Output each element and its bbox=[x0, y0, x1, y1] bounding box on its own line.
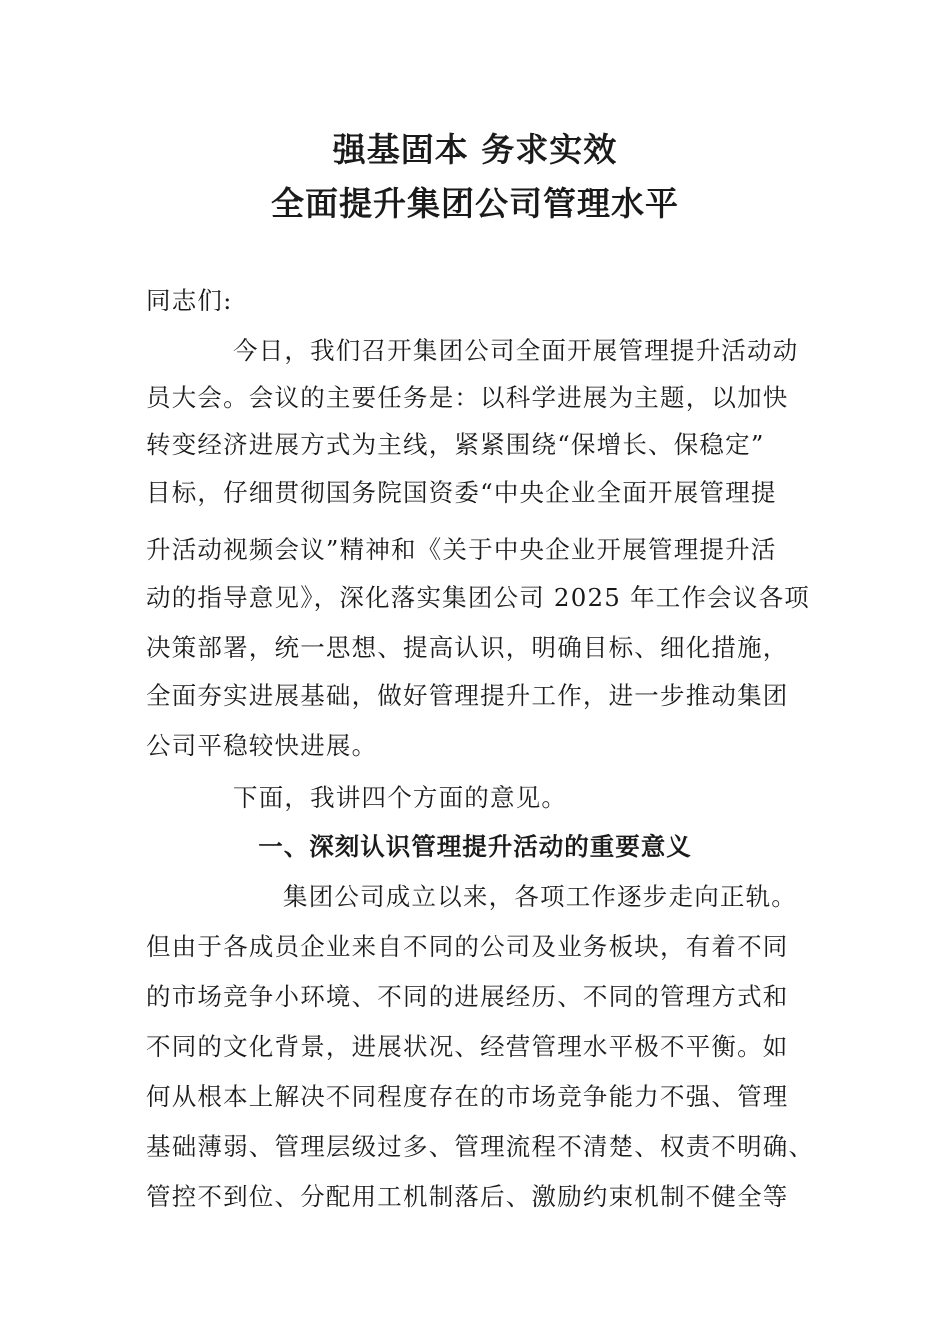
paragraph-line: 转变经济进展方式为主线，紧紧围绕“保增长、保稳定” bbox=[146, 430, 765, 459]
document-title-line-1: 强基固本 务求实效 bbox=[332, 130, 618, 169]
document-title-line-2: 全面提升集团公司管理水平 bbox=[271, 184, 679, 223]
paragraph-line: 升活动视频会议”精神和《关于中央企业开展管理提升活 bbox=[146, 535, 777, 564]
salutation: 同志们: bbox=[146, 286, 233, 315]
paragraph-line: 决策部署，统一思想、提高认识，明确目标、细化措施， bbox=[146, 633, 789, 662]
paragraph-line: 何从根本上解决不同程度存在的市场竞争能力不强、管理 bbox=[146, 1082, 789, 1111]
paragraph-line: 员大会。会议的主要任务是：以科学进展为主题，以加快 bbox=[146, 383, 789, 412]
paragraph-line: 不同的文化背景，进展状况、经营管理水平极不平衡。如 bbox=[146, 1032, 789, 1061]
section-heading: 一、深刻认识管理提升活动的重要意义 bbox=[258, 832, 692, 861]
paragraph-line: 基础薄弱、管理层级过多、管理流程不清楚、权责不明确、 bbox=[146, 1132, 815, 1161]
paragraph-line: 的市场竞争小环境、不同的进展经历、不同的管理方式和 bbox=[146, 982, 789, 1011]
paragraph-line: 目标，仔细贯彻国务院国资委“中央企业全面开展管理提 bbox=[146, 478, 777, 507]
paragraph-line: 管控不到位、分配用工机制落后、激励约束机制不健全等 bbox=[146, 1182, 789, 1211]
paragraph-line: 今日，我们召开集团公司全面开展管理提升活动动 bbox=[233, 336, 799, 365]
paragraph-line: 公司平稳较快进展。 bbox=[146, 731, 378, 760]
paragraph-line: 但由于各成员企业来自不同的公司及业务板块，有着不同 bbox=[146, 932, 789, 961]
paragraph-line: 下面，我讲四个方面的意见。 bbox=[233, 783, 568, 812]
paragraph-line: 全面夯实进展基础，做好管理提升工作，进一步推动集团 bbox=[146, 681, 789, 710]
paragraph-line: 集团公司成立以来，各项工作逐步走向正轨。 bbox=[283, 882, 797, 911]
paragraph-line: 动的指导意见》，深化落实集团公司 2025 年工作会议各项 bbox=[146, 583, 810, 612]
